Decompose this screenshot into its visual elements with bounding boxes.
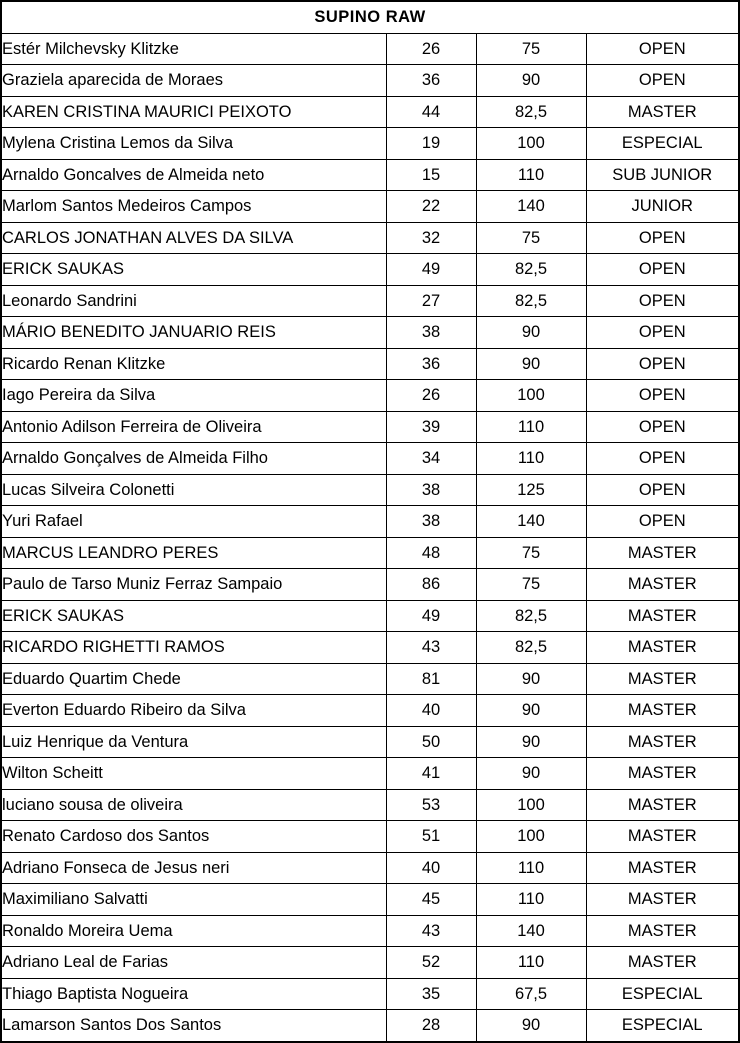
table-row[interactable] [1,632,739,664]
cell-athlete-name[interactable]: Graziela aparecida de Moraes [1,65,386,97]
cell-weight-class[interactable]: 110 [476,159,586,191]
cell-category[interactable]: OPEN [586,285,739,317]
cell-athlete-name[interactable]: Paulo de Tarso Muniz Ferraz Sampaio [1,569,386,601]
cell-athlete-name[interactable]: Lamarson Santos Dos Santos [1,1010,386,1042]
table-row[interactable] [1,33,739,65]
cell-weight-class[interactable]: 125 [476,474,586,506]
cell-age[interactable]: 48 [386,537,476,569]
cell-weight-class[interactable]: 100 [476,380,586,412]
cell-category[interactable]: MASTER [586,632,739,664]
table-row[interactable] [1,947,739,979]
cell-athlete-name[interactable]: Arnaldo Goncalves de Almeida neto [1,159,386,191]
cell-category[interactable]: OPEN [586,411,739,443]
cell-athlete-name[interactable]: luciano sousa de oliveira [1,789,386,821]
cell-weight-class[interactable]: 75 [476,33,586,65]
cell-athlete-name[interactable]: RICARDO RIGHETTI RAMOS [1,632,386,664]
page-title: SUPINO RAW [1,1,739,33]
cell-age[interactable]: 35 [386,978,476,1010]
cell-athlete-name[interactable]: Thiago Baptista Nogueira [1,978,386,1010]
cell-weight-class[interactable]: 90 [476,663,586,695]
table-row[interactable] [1,474,739,506]
cell-age[interactable]: 38 [386,474,476,506]
cell-weight-class[interactable]: 140 [476,915,586,947]
cell-age[interactable]: 86 [386,569,476,601]
table-row[interactable] [1,600,739,632]
cell-age[interactable]: 51 [386,821,476,853]
cell-age[interactable]: 44 [386,96,476,128]
cell-age[interactable]: 40 [386,695,476,727]
cell-category[interactable]: ESPECIAL [586,1010,739,1042]
cell-weight-class[interactable]: 67,5 [476,978,586,1010]
cell-athlete-name[interactable]: Antonio Adilson Ferreira de Oliveira [1,411,386,443]
cell-category[interactable]: OPEN [586,254,739,286]
table-row[interactable] [1,348,739,380]
cell-age[interactable]: 43 [386,915,476,947]
cell-category[interactable]: MASTER [586,852,739,884]
cell-age[interactable]: 52 [386,947,476,979]
cell-athlete-name[interactable]: KAREN CRISTINA MAURICI PEIXOTO [1,96,386,128]
cell-category[interactable]: OPEN [586,33,739,65]
cell-weight-class[interactable]: 82,5 [476,96,586,128]
cell-age[interactable]: 40 [386,852,476,884]
cell-category[interactable]: MASTER [586,821,739,853]
cell-weight-class[interactable]: 82,5 [476,285,586,317]
cell-weight-class[interactable]: 100 [476,821,586,853]
cell-athlete-name[interactable]: Marlom Santos Medeiros Campos [1,191,386,223]
cell-age[interactable]: 38 [386,506,476,538]
cell-athlete-name[interactable]: Adriano Leal de Farias [1,947,386,979]
cell-weight-class[interactable]: 100 [476,789,586,821]
cell-age[interactable]: 41 [386,758,476,790]
cell-weight-class[interactable]: 90 [476,726,586,758]
table-body [1,1,739,1042]
cell-category[interactable]: MASTER [586,726,739,758]
cell-category[interactable]: JUNIOR [586,191,739,223]
cell-age[interactable]: 26 [386,380,476,412]
cell-athlete-name[interactable]: Everton Eduardo Ribeiro da Silva [1,695,386,727]
cell-weight-class[interactable]: 140 [476,191,586,223]
table-row[interactable] [1,411,739,443]
cell-category[interactable]: MASTER [586,915,739,947]
cell-athlete-name[interactable]: Lucas Silveira Colonetti [1,474,386,506]
cell-age[interactable]: 19 [386,128,476,160]
cell-age[interactable]: 50 [386,726,476,758]
cell-weight-class[interactable]: 140 [476,506,586,538]
table-row[interactable] [1,852,739,884]
cell-weight-class[interactable]: 110 [476,947,586,979]
table-row[interactable] [1,537,739,569]
table-row[interactable] [1,978,739,1010]
cell-weight-class[interactable]: 82,5 [476,254,586,286]
cell-age[interactable]: 34 [386,443,476,475]
cell-category[interactable]: MASTER [586,884,739,916]
table-row[interactable] [1,159,739,191]
cell-category[interactable]: MASTER [586,537,739,569]
table-row[interactable] [1,663,739,695]
cell-athlete-name[interactable]: Adriano Fonseca de Jesus neri [1,852,386,884]
cell-athlete-name[interactable]: Luiz Henrique da Ventura [1,726,386,758]
cell-athlete-name[interactable]: Arnaldo Gonçalves de Almeida Filho [1,443,386,475]
cell-age[interactable]: 22 [386,191,476,223]
cell-category[interactable]: ESPECIAL [586,128,739,160]
table-row[interactable] [1,96,739,128]
cell-category[interactable]: MASTER [586,663,739,695]
cell-age[interactable]: 49 [386,254,476,286]
cell-athlete-name[interactable]: Ricardo Renan Klitzke [1,348,386,380]
cell-weight-class[interactable]: 82,5 [476,600,586,632]
cell-athlete-name[interactable]: Iago Pereira da Silva [1,380,386,412]
cell-category[interactable]: MASTER [586,758,739,790]
table-row[interactable] [1,222,739,254]
cell-category[interactable]: OPEN [586,222,739,254]
cell-athlete-name[interactable]: Renato Cardoso dos Santos [1,821,386,853]
cell-age[interactable]: 45 [386,884,476,916]
table-row[interactable] [1,884,739,916]
table-row[interactable] [1,1010,739,1042]
cell-category[interactable]: OPEN [586,380,739,412]
cell-category[interactable]: OPEN [586,348,739,380]
cell-athlete-name[interactable]: Mylena Cristina Lemos da Silva [1,128,386,160]
cell-category[interactable]: OPEN [586,506,739,538]
table-row[interactable] [1,726,739,758]
cell-athlete-name[interactable]: ERICK SAUKAS [1,254,386,286]
table-row[interactable] [1,254,739,286]
table-row[interactable] [1,569,739,601]
cell-age[interactable]: 49 [386,600,476,632]
cell-athlete-name[interactable]: Wilton Scheitt [1,758,386,790]
cell-category[interactable]: MASTER [586,96,739,128]
table-row[interactable] [1,317,739,349]
table-row[interactable] [1,789,739,821]
cell-age[interactable]: 38 [386,317,476,349]
cell-age[interactable]: 28 [386,1010,476,1042]
cell-category[interactable]: OPEN [586,65,739,97]
table-title-row [1,1,739,33]
cell-age[interactable]: 43 [386,632,476,664]
cell-age[interactable]: 27 [386,285,476,317]
cell-weight-class[interactable]: 75 [476,222,586,254]
cell-category[interactable]: MASTER [586,789,739,821]
table-row[interactable] [1,380,739,412]
cell-age[interactable]: 39 [386,411,476,443]
cell-athlete-name[interactable]: ERICK SAUKAS [1,600,386,632]
cell-weight-class[interactable]: 100 [476,128,586,160]
table-row[interactable] [1,65,739,97]
cell-category[interactable]: MASTER [586,947,739,979]
cell-category[interactable]: SUB JUNIOR [586,159,739,191]
cell-category[interactable]: MASTER [586,569,739,601]
table-row[interactable] [1,915,739,947]
table-row[interactable] [1,285,739,317]
cell-weight-class[interactable]: 110 [476,411,586,443]
table-row[interactable] [1,506,739,538]
table-row[interactable] [1,821,739,853]
cell-athlete-name[interactable]: Ronaldo Moreira Uema [1,915,386,947]
cell-age[interactable]: 15 [386,159,476,191]
cell-weight-class[interactable]: 75 [476,537,586,569]
cell-athlete-name[interactable]: Maximiliano Salvatti [1,884,386,916]
table-row[interactable] [1,443,739,475]
cell-weight-class[interactable]: 90 [476,317,586,349]
table-row[interactable] [1,128,739,160]
cell-age[interactable]: 53 [386,789,476,821]
cell-weight-class[interactable]: 82,5 [476,632,586,664]
cell-athlete-name[interactable]: MÁRIO BENEDITO JANUARIO REIS [1,317,386,349]
cell-weight-class[interactable]: 110 [476,852,586,884]
cell-category[interactable]: OPEN [586,474,739,506]
table-row[interactable] [1,191,739,223]
cell-athlete-name[interactable]: Yuri Rafael [1,506,386,538]
cell-age[interactable]: 36 [386,348,476,380]
cell-weight-class[interactable]: 90 [476,758,586,790]
cell-athlete-name[interactable]: MARCUS LEANDRO PERES [1,537,386,569]
table-row[interactable] [1,758,739,790]
cell-weight-class[interactable]: 90 [476,695,586,727]
cell-category[interactable]: MASTER [586,600,739,632]
cell-athlete-name[interactable]: Estér Milchevsky Klitzke [1,33,386,65]
cell-weight-class[interactable]: 75 [476,569,586,601]
cell-age[interactable]: 81 [386,663,476,695]
cell-category[interactable]: ESPECIAL [586,978,739,1010]
cell-weight-class[interactable]: 110 [476,884,586,916]
cell-athlete-name[interactable]: Leonardo Sandrini [1,285,386,317]
cell-age[interactable]: 26 [386,33,476,65]
cell-category[interactable]: MASTER [586,695,739,727]
table-row[interactable] [1,695,739,727]
cell-athlete-name[interactable]: Eduardo Quartim Chede [1,663,386,695]
cell-weight-class[interactable]: 90 [476,1010,586,1042]
cell-weight-class[interactable]: 90 [476,65,586,97]
cell-category[interactable]: OPEN [586,317,739,349]
cell-age[interactable]: 36 [386,65,476,97]
cell-weight-class[interactable]: 90 [476,348,586,380]
cell-age[interactable]: 32 [386,222,476,254]
cell-athlete-name[interactable]: CARLOS JONATHAN ALVES DA SILVA [1,222,386,254]
cell-category[interactable]: OPEN [586,443,739,475]
cell-weight-class[interactable]: 110 [476,443,586,475]
